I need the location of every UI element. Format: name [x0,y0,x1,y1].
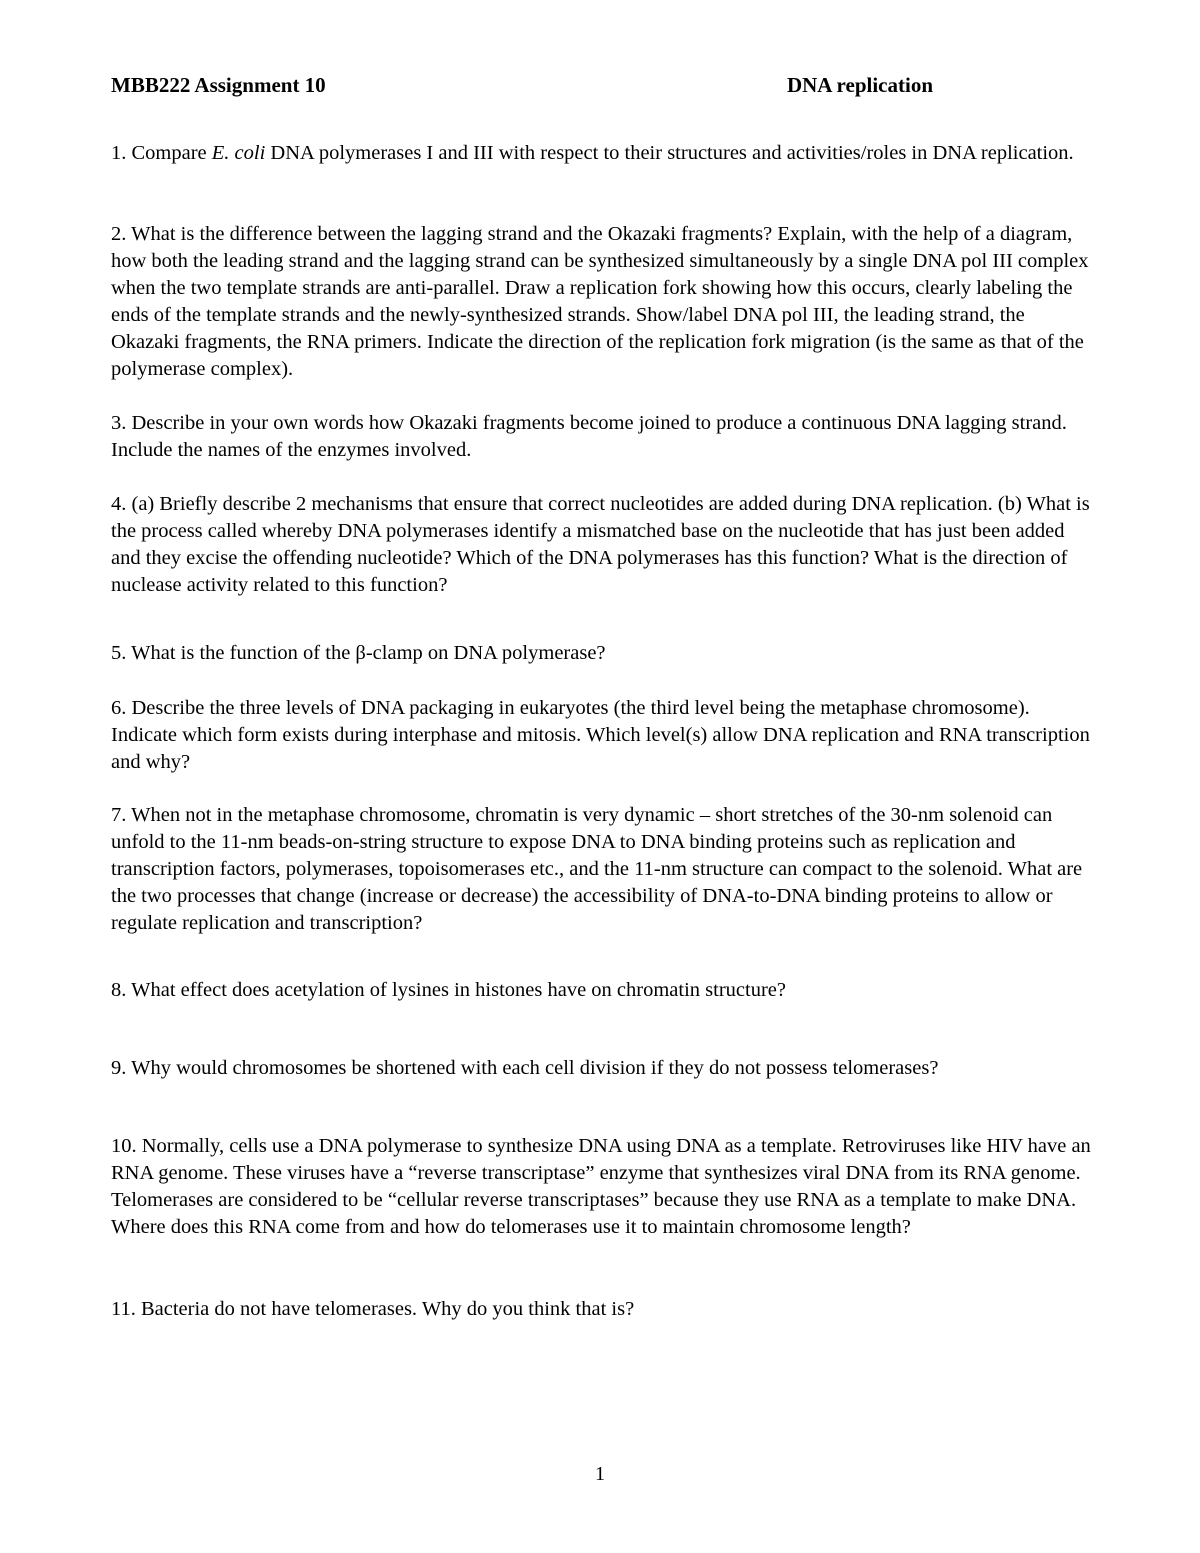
question-5: 5. What is the function of the β-clamp on DNA polymerase? [111,642,606,664]
question-7: 7. When not in the metaphase chromosome, chromatin is very dynamic – short stretches of the 30-nm solenoid can unfold to the 11-nm beads-on-string structure to expose DNA to DNA binding proteins such as replication and transcription factors, polymerases, topoisomerases etc., and the 11-nm structure can compact to the solenoid. What are the two processes that change (increase or decrease) the accessibility of DNA-to-DNA binding proteins to allow or regulate replication and transcription? [111,804,1083,934]
question-9: 9. Why would chromosomes be shortened with each cell division if they do not possess telomerases? [111,1057,939,1079]
question-3: 3. Describe in your own words how Okazaki fragments become joined to produce a continuous DNA lagging strand. Include the names of the enzymes involved. [111,412,1067,461]
question-1-organism: E. coli [211,142,266,164]
question-1 [111,140,1091,167]
question-8: 8. What effect does acetylation of lysines in histones have on chromatin structure? [111,979,786,1001]
page-number: 1 [595,1463,605,1485]
question-1-text-start: 1. Compare [111,142,212,164]
question-4: 4. (a) Briefly describe 2 mechanisms that ensure that correct nucleotides are added during DNA replication. (b) What is the process called whereby DNA polymerases identify a mismatched base on the nucleotide that has just been added and they excise the offending nucleotide? Which of the DNA polymerases has this function? What is the direction of nuclease activity related to this function? [111,493,1090,596]
question-11: 11. Bacteria do not have telomerases. Why do you think that is? [111,1298,635,1320]
question-10: 10. Normally, cells use a DNA polymerase to synthesize DNA using DNA as a template. Retroviruses like HIV have an RNA genome. These viruses have a “reverse transcriptase” enzyme that synthesizes viral DNA from its RNA genome. Telomerases are considered to be “cellular reverse transcriptases” because they use RNA as a template to make DNA. Where does this RNA come from and how do telomerases use it to maintain chromosome length? [111,1135,1091,1238]
question-1-text-end: DNA polymerases I and III with respect to their structures and activities/roles in DNA replication. [265,142,1074,164]
topic-title: DNA replication [786,73,933,97]
assignment-title: MBB222 Assignment 10 [111,73,326,97]
question-6: 6. Describe the three levels of DNA packaging in eukaryotes (the third level being the metaphase chromosome). Indicate which form exists during interphase and mitosis. Which level(s) allow DNA replication and RNA transcription and why? [111,697,1090,773]
question-2: 2. What is the difference between the lagging strand and the Okazaki fragments? Explain, with the help of a diagram, how both the leading strand and the lagging strand can be synthesized simultaneously by a single DNA pol III complex when the two template strands are anti-parallel. Draw a replication fork showing how this occurs, clearly labeling the ends of the template strands and the newly-synthesized strands. Show/label DNA pol III, the leading strand, the Okazaki fragments, the RNA primers. Indicate the direction of the replication fork migration (is the same as that of the polymerase complex). [111,223,1089,380]
